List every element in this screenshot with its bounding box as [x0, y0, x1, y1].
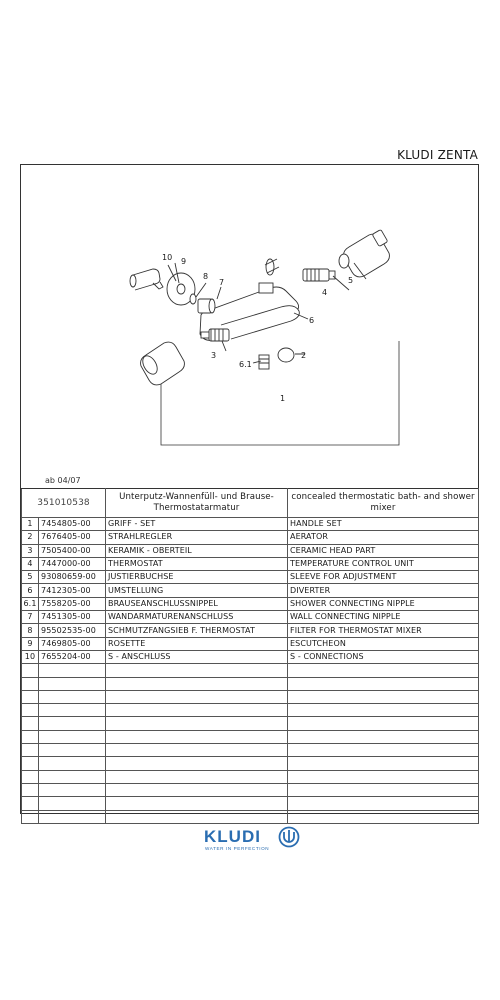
table-row	[22, 664, 479, 677]
exploded-view-drawing	[21, 165, 478, 488]
description-en-cell	[288, 810, 479, 823]
callout-5: 5	[348, 276, 354, 285]
part-number-cell	[39, 664, 106, 677]
brand-title: KLUDI ZENTA	[397, 148, 478, 162]
pos-cell	[22, 757, 39, 770]
part-number-cell: 7469805-00	[39, 637, 106, 650]
kludi-logo	[196, 826, 306, 856]
part-number-cell	[39, 770, 106, 783]
description-en-cell: TEMPERATURE CONTROL UNIT	[288, 557, 479, 570]
table-row	[22, 571, 479, 584]
pos-cell: 6	[22, 584, 39, 597]
description-de-cell	[106, 704, 288, 717]
table-row	[22, 531, 479, 544]
description-de-cell: KERAMIK - OBERTEIL	[106, 544, 288, 557]
part-number-cell: 7451305-00	[39, 611, 106, 624]
handle-right-part	[344, 229, 390, 276]
table-row	[22, 650, 479, 663]
pos-cell	[22, 744, 39, 757]
part-number-cell: 7447000-00	[39, 557, 106, 570]
part-number-cell	[39, 797, 106, 810]
pos-cell: 4	[22, 557, 39, 570]
callout-1: 1	[280, 394, 286, 403]
description-en-cell	[288, 744, 479, 757]
parts-sheet	[20, 164, 479, 814]
table-row	[22, 730, 479, 743]
pos-cell: 2	[22, 531, 39, 544]
pos-cell: 7	[22, 611, 39, 624]
callout-6-1: 6.1	[239, 360, 252, 369]
wall-nipple-part	[198, 299, 215, 313]
table-row	[22, 717, 479, 730]
table-row	[22, 677, 479, 690]
description-en-cell: HANDLE SET	[288, 518, 479, 531]
part-number-cell	[39, 704, 106, 717]
callout-10: 10	[162, 253, 173, 262]
table-row	[22, 690, 479, 703]
pos-cell	[22, 717, 39, 730]
description-en-cell	[288, 783, 479, 796]
description-de-cell: JUSTIERBUCHSE	[106, 571, 288, 584]
description-de-cell	[106, 757, 288, 770]
logo-wordmark: KLUDI	[204, 827, 261, 846]
thermostat-part	[303, 269, 335, 281]
description-en-cell	[288, 677, 479, 690]
table-row	[22, 518, 479, 531]
shower-nipple-part	[259, 355, 269, 369]
table-row	[22, 797, 479, 810]
part-number-cell: 7454805-00	[39, 518, 106, 531]
table-row	[22, 624, 479, 637]
table-row	[22, 810, 479, 823]
description-de-cell: BRAUSEANSCHLUSSNIPPEL	[106, 597, 288, 610]
pos-cell: 10	[22, 650, 39, 663]
part-number-cell: 7505400-00	[39, 544, 106, 557]
part-number-cell	[39, 757, 106, 770]
description-en-cell: SHOWER CONNECTING NIPPLE	[288, 597, 479, 610]
date-note: ab 04/07	[45, 476, 81, 485]
pos-cell	[22, 770, 39, 783]
description-en-cell: S - CONNECTIONS	[288, 650, 479, 663]
description-de-cell: STRAHLREGLER	[106, 531, 288, 544]
table-header-row	[22, 489, 479, 518]
part-number-cell: 7558205-00	[39, 597, 106, 610]
table-row	[22, 770, 479, 783]
mixer-body-part	[200, 259, 299, 340]
part-number-cell: 7655204-00	[39, 650, 106, 663]
description-de-cell	[106, 783, 288, 796]
table-row	[22, 611, 479, 624]
pos-cell	[22, 810, 39, 823]
description-en-cell	[288, 730, 479, 743]
s-connection-part	[130, 269, 163, 290]
part-number-cell: 7412305-00	[39, 584, 106, 597]
description-de-cell	[106, 664, 288, 677]
part-number-cell	[39, 717, 106, 730]
callout-8: 8	[203, 272, 209, 281]
aerator-part	[278, 348, 294, 362]
part-number-cell	[39, 783, 106, 796]
description-de-cell	[106, 770, 288, 783]
part-number-cell	[39, 677, 106, 690]
description-de-cell	[106, 717, 288, 730]
description-de-cell: UMSTELLUNG	[106, 584, 288, 597]
product-title-de: Unterputz-Wannenfüll- und Brause-Thermostatarmatur	[106, 489, 288, 518]
description-en-cell	[288, 757, 479, 770]
description-en-cell: ESCUTCHEON	[288, 637, 479, 650]
description-en-cell	[288, 770, 479, 783]
description-en-cell	[288, 704, 479, 717]
description-en-cell: CERAMIC HEAD PART	[288, 544, 479, 557]
pos-cell	[22, 690, 39, 703]
product-title-en: concealed thermostatic bath- and shower mixer	[288, 489, 479, 518]
water-drop-icon	[278, 826, 300, 848]
description-en-cell	[288, 664, 479, 677]
part-number-cell: 7676405-00	[39, 531, 106, 544]
part-number-cell	[39, 690, 106, 703]
pos-cell	[22, 783, 39, 796]
table-row	[22, 637, 479, 650]
callout-9: 9	[181, 257, 187, 266]
pos-cell: 6.1	[22, 597, 39, 610]
filter-part	[190, 294, 196, 304]
callout-3: 3	[211, 351, 217, 360]
part-number-cell	[39, 810, 106, 823]
description-de-cell: ROSETTE	[106, 637, 288, 650]
pos-cell	[22, 730, 39, 743]
description-de-cell: S - ANSCHLUSS	[106, 650, 288, 663]
table-row	[22, 544, 479, 557]
pos-cell: 8	[22, 624, 39, 637]
pos-cell	[22, 797, 39, 810]
description-de-cell	[106, 810, 288, 823]
pos-cell	[22, 664, 39, 677]
table-row	[22, 597, 479, 610]
article-number: 351010538	[22, 489, 106, 518]
part-number-cell: 95502535-00	[39, 624, 106, 637]
description-en-cell: AERATOR	[288, 531, 479, 544]
table-row	[22, 757, 479, 770]
description-en-cell	[288, 690, 479, 703]
description-en-cell: DIVERTER	[288, 584, 479, 597]
parts-list-table	[21, 488, 479, 824]
exploded-view-svg	[21, 165, 478, 488]
description-de-cell	[106, 730, 288, 743]
table-row	[22, 783, 479, 796]
pos-cell: 3	[22, 544, 39, 557]
pos-cell: 9	[22, 637, 39, 650]
description-de-cell	[106, 797, 288, 810]
description-de-cell: THERMOSTAT	[106, 557, 288, 570]
pos-cell: 5	[22, 571, 39, 584]
adjust-sleeve-part	[339, 254, 349, 268]
logo-tagline: WATER IN PERFECTION	[205, 846, 270, 851]
description-en-cell: SLEEVE FOR ADJUSTMENT	[288, 571, 479, 584]
table-row	[22, 557, 479, 570]
description-en-cell: FILTER FOR THERMOSTAT MIXER	[288, 624, 479, 637]
table-row	[22, 744, 479, 757]
part-number-cell	[39, 744, 106, 757]
description-de-cell	[106, 744, 288, 757]
callout-4: 4	[322, 288, 328, 297]
description-de-cell: GRIFF - SET	[106, 518, 288, 531]
callout-6: 6	[309, 316, 315, 325]
callout-7: 7	[219, 278, 225, 287]
description-de-cell	[106, 690, 288, 703]
description-de-cell	[106, 677, 288, 690]
handle-left-part	[140, 342, 185, 385]
table-row	[22, 584, 479, 597]
description-de-cell: WANDARMATURENANSCHLUSS	[106, 611, 288, 624]
part-number-cell	[39, 730, 106, 743]
table-row	[22, 704, 479, 717]
part-number-cell: 93080659-00	[39, 571, 106, 584]
description-en-cell: WALL CONNECTING NIPPLE	[288, 611, 479, 624]
description-en-cell	[288, 797, 479, 810]
pos-cell	[22, 704, 39, 717]
pos-cell	[22, 677, 39, 690]
description-de-cell: SCHMUTZFANGSIEB F. THERMOSTAT	[106, 624, 288, 637]
description-en-cell	[288, 717, 479, 730]
callout-2: 2	[301, 351, 307, 360]
pos-cell: 1	[22, 518, 39, 531]
